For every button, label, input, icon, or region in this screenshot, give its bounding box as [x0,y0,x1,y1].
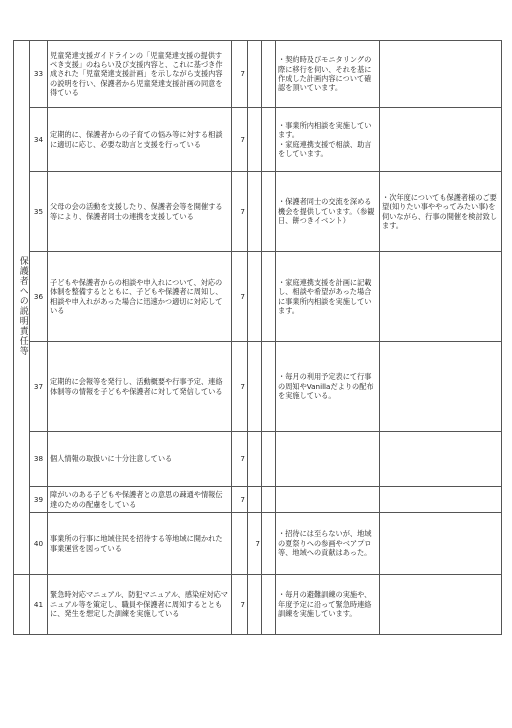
yes-count: 7 [232,172,248,252]
no-count [248,575,262,635]
category-cell-next [14,575,30,635]
facility-comment: ・招待には至らないが、地域の夏祭りへの参画やベアプロ等、地域への貢献はあった。 [276,513,380,575]
item-number: 33 [30,41,48,108]
item-description: 父母の会の活動を支援したり、保護者会等を開催する等により、保護者同士の連携を支援している [48,172,232,252]
improvement-comment [380,432,502,487]
yes-count: 7 [232,252,248,342]
item-number: 41 [30,575,48,635]
facility-comment: ・保護者同士の交流を深める機会を提供しています。（参観日、餅つきイベント） [276,172,380,252]
item-description: 個人情報の取扱いに十分注意している [48,432,232,487]
yes-count: 7 [232,575,248,635]
no-count [248,487,262,513]
facility-comment: ・事業所内相談を実施しています。 ・家庭連携支援で相談、助言をしています。 [276,108,380,172]
no-count [248,172,262,252]
item-number: 35 [30,172,48,252]
table-row [14,41,502,108]
table-row [14,432,502,487]
no-count [248,342,262,432]
facility-comment [276,487,380,513]
no-count: 7 [248,513,262,575]
unknown-count [262,575,276,635]
unknown-count [262,513,276,575]
improvement-comment [380,252,502,342]
improvement-comment [380,108,502,172]
no-count [248,108,262,172]
table-row [14,575,502,635]
table-row [14,513,502,575]
unknown-count [262,172,276,252]
item-number: 34 [30,108,48,172]
item-description: 定期的に、保護者からの子育ての悩み等に対する相談に適切に応じ、必要な助言と支援を行っている [48,108,232,172]
category-cell [14,41,30,575]
improvement-comment [380,487,502,513]
table-row [14,172,502,252]
yes-count: 7 [232,487,248,513]
table-row [14,108,502,172]
no-count [248,432,262,487]
facility-comment: ・毎月の利用予定表にて行事の周知やVanillaだよりの配布を実施している。 [276,342,380,432]
item-description: 緊急時対応マニュアル、防犯マニュアル、感染症対応マニュアル等を策定し、職員や保護者に周知するとともに、発生を想定した訓練を実施している [48,575,232,635]
improvement-comment [380,575,502,635]
table-row [14,487,502,513]
facility-comment: ・契約時及びモニタリングの際に移行を伺い、それを基に作成した計画内容について確認を頂いています。 [276,41,380,108]
item-number: 39 [30,487,48,513]
table-row [14,252,502,342]
unknown-count [262,487,276,513]
unknown-count [262,252,276,342]
unknown-count [262,41,276,108]
yes-count: 7 [232,432,248,487]
improvement-comment [380,342,502,432]
yes-count: 7 [232,41,248,108]
no-count [248,41,262,108]
yes-count: 7 [232,342,248,432]
unknown-count [262,342,276,432]
evaluation-table [13,40,502,635]
item-description: 障がいのある子どもや保護者との意思の疎通や情報伝達のための配慮をしている [48,487,232,513]
item-description: 定期的に会報等を発行し、活動概要や行事予定、連絡体制等の情報を子どもや保護者に対して発信している [48,342,232,432]
unknown-count [262,108,276,172]
yes-count [232,513,248,575]
item-description: 事業所の行事に地域住民を招待する等地域に開かれた事業運営を図っている [48,513,232,575]
item-number: 40 [30,513,48,575]
table-row [14,342,502,432]
improvement-comment [380,513,502,575]
yes-count: 7 [232,108,248,172]
item-description: 子どもや保護者からの相談や申入れについて、対応の体制を整備するとともに、子どもや保護者に周知し、相談や申入れがあった場合に迅速かつ適切に対応している [48,252,232,342]
unknown-count [262,432,276,487]
item-number: 37 [30,342,48,432]
facility-comment: ・家庭連携支援を計画に記載し、相談や希望があった場合に事業所内相談を実施しています。 [276,252,380,342]
item-number: 36 [30,252,48,342]
category-label: 保護者への説明責任等 [17,256,28,357]
facility-comment: ・毎月の避難訓練の実施や、年度予定に沿って緊急時連絡訓練を実施しています。 [276,575,380,635]
item-number: 38 [30,432,48,487]
improvement-comment: ・次年度についても保護者様のご要望(知りたい事ややってみたい事)を伺いながら、行事の開催を検討致します。 [380,172,502,252]
no-count [248,252,262,342]
facility-comment [276,432,380,487]
item-description: 児童発達支援ガイドラインの「児童発達支援の提供すべき支援」のねらい及び支援内容と、これに基づき作成された「児童発達支援計画」を示しながら支援内容の説明を行い、保護者から児童発達支援計画の同意を得ている [48,41,232,108]
improvement-comment [380,41,502,108]
